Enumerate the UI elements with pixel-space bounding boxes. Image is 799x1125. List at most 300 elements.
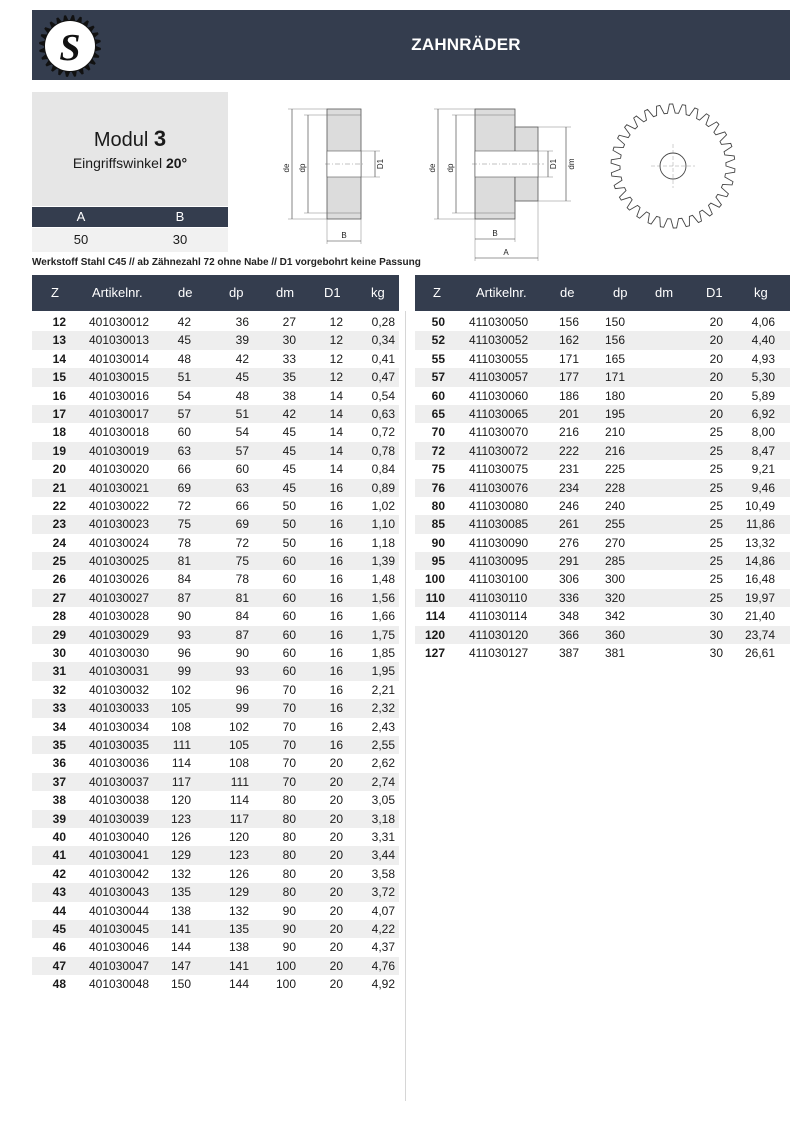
table-row — [32, 754, 399, 772]
table-row — [32, 736, 399, 754]
cell-dp: 180 — [605, 388, 626, 403]
cell-dm: 100 — [275, 977, 296, 992]
cell-d1: 20 — [329, 866, 343, 881]
table-row — [32, 810, 399, 828]
cell-dp: 342 — [605, 609, 626, 624]
cell-de: 147 — [170, 958, 191, 973]
cell-a: 401030024 — [89, 535, 150, 550]
cell-a: 401030015 — [89, 370, 150, 385]
cell-z: 46 — [52, 940, 66, 955]
modul-value: 3 — [153, 126, 167, 151]
cell-z: 55 — [431, 351, 445, 366]
dim-d1-label: D1 — [376, 158, 385, 170]
cell-z: 80 — [431, 498, 445, 513]
cell-kg: 5,30 — [751, 370, 775, 385]
cell-z: 25 — [52, 554, 66, 569]
cell-a: 401030038 — [89, 793, 150, 808]
cell-dp: 78 — [235, 572, 249, 587]
cell-dm: 45 — [282, 425, 296, 440]
cell-z: 42 — [52, 866, 66, 881]
cell-dp: 87 — [235, 627, 249, 642]
gear-front-view-icon — [607, 100, 739, 232]
table-row — [32, 957, 399, 975]
cell-a: 411030055 — [469, 351, 529, 366]
cell-d1: 25 — [709, 462, 723, 477]
cell-a: 401030046 — [89, 940, 150, 955]
cell-z: 31 — [52, 664, 66, 679]
cell-de: 129 — [170, 848, 191, 863]
cell-dm: 30 — [282, 333, 296, 348]
cell-de: 45 — [177, 333, 191, 348]
gear-side-view-with-hub — [420, 96, 580, 264]
cell-dm: 45 — [282, 443, 296, 458]
cell-a: 401030048 — [89, 977, 150, 992]
cell-de: 102 — [170, 682, 191, 697]
table-row — [32, 570, 399, 588]
modul-box — [32, 92, 228, 206]
table-row — [32, 828, 399, 846]
cell-d1: 12 — [329, 351, 343, 366]
cell-kg: 1,66 — [371, 609, 395, 624]
col-d1: D1 — [324, 285, 341, 300]
cell-dm: 60 — [282, 664, 296, 679]
cell-dp: 90 — [235, 646, 249, 661]
cell-d1: 16 — [329, 590, 343, 605]
cell-de: 276 — [558, 535, 579, 550]
cell-d1: 16 — [329, 498, 343, 513]
logo-letter: S — [59, 27, 81, 69]
cell-kg: 0,78 — [371, 443, 395, 458]
cell-z: 45 — [52, 921, 66, 936]
left-table-header — [32, 275, 399, 311]
col-z: Z — [433, 285, 441, 300]
cell-d1: 25 — [709, 425, 723, 440]
cell-dm: 27 — [282, 315, 296, 329]
cell-d1: 25 — [709, 443, 723, 458]
cell-kg: 26,61 — [744, 646, 775, 661]
cell-kg: 4,06 — [751, 315, 775, 329]
table-row — [32, 662, 399, 680]
dim-a-label: A — [503, 248, 509, 257]
cell-d1: 20 — [329, 774, 343, 789]
cell-d1: 20 — [709, 388, 723, 403]
cell-d1: 20 — [329, 921, 343, 936]
table-row — [32, 534, 399, 552]
cell-kg: 8,47 — [751, 443, 775, 458]
cell-d1: 16 — [329, 609, 343, 624]
gear-side-view-without-hub — [270, 96, 400, 261]
cell-kg: 21,40 — [744, 609, 775, 624]
cell-z: 110 — [425, 590, 445, 605]
cell-z: 95 — [431, 554, 445, 569]
cell-a: 411030100 — [469, 572, 529, 587]
cell-a: 401030017 — [89, 406, 150, 421]
cell-dp: 63 — [235, 480, 249, 495]
cell-d1: 14 — [329, 462, 343, 477]
table-row — [32, 883, 399, 901]
cell-de: 51 — [177, 370, 191, 385]
cell-dm: 60 — [282, 609, 296, 624]
angle-value: 20° — [165, 155, 188, 171]
cell-d1: 25 — [709, 480, 723, 495]
cell-a: 401030022 — [89, 498, 150, 513]
table-row — [32, 718, 399, 736]
cell-kg: 0,89 — [371, 480, 395, 495]
cell-dp: 111 — [230, 774, 249, 789]
cell-dm: 42 — [282, 406, 296, 421]
table-row — [415, 589, 790, 607]
table-row — [32, 791, 399, 809]
cell-d1: 16 — [329, 480, 343, 495]
cell-kg: 3,72 — [371, 885, 395, 900]
cell-dp: 72 — [235, 535, 249, 550]
cell-d1: 25 — [709, 535, 723, 550]
cell-de: 291 — [558, 554, 579, 569]
dim-b-label-2: B — [492, 229, 498, 238]
cell-dp: 108 — [228, 756, 249, 771]
cell-dp: 57 — [235, 443, 249, 458]
col-artikelnr: Artikelnr. — [92, 285, 143, 300]
table-row — [32, 331, 399, 349]
cell-d1: 20 — [329, 903, 343, 918]
cell-z: 13 — [52, 333, 66, 348]
cell-dp: 144 — [228, 977, 249, 992]
cell-dp: 39 — [235, 333, 249, 348]
cell-a: 401030031 — [89, 664, 150, 679]
cell-dm: 70 — [282, 756, 296, 771]
cell-dp: 51 — [235, 406, 249, 421]
cell-d1: 20 — [709, 333, 723, 348]
cell-z: 28 — [52, 609, 66, 624]
ab-header-b: B — [175, 209, 185, 224]
cell-kg: 5,89 — [751, 388, 775, 403]
cell-de: 141 — [170, 921, 191, 936]
cell-a: 401030033 — [89, 701, 150, 716]
cell-kg: 9,21 — [751, 462, 775, 477]
cell-a: 401030040 — [89, 829, 150, 844]
table-row — [415, 552, 790, 570]
cell-de: 66 — [177, 462, 191, 477]
cell-d1: 30 — [709, 609, 723, 624]
dim-dp-label-2: dp — [446, 163, 455, 173]
table-row — [32, 589, 399, 607]
cell-d1: 12 — [329, 370, 343, 385]
cell-a: 411030095 — [469, 554, 529, 569]
cell-dm: 35 — [282, 370, 296, 385]
table-row — [32, 975, 399, 993]
cell-kg: 4,37 — [371, 940, 395, 955]
cell-a: 401030016 — [89, 388, 150, 403]
cell-z: 34 — [52, 719, 66, 734]
cell-d1: 16 — [329, 535, 343, 550]
dim-dp-label: dp — [298, 163, 307, 173]
cell-dp: 216 — [605, 443, 626, 458]
table-row — [32, 405, 399, 423]
cell-d1: 25 — [709, 517, 723, 532]
cell-de: 90 — [177, 609, 191, 624]
cell-a: 411030120 — [469, 627, 529, 642]
cell-z: 33 — [52, 701, 66, 716]
cell-a: 411030065 — [469, 406, 529, 421]
cell-dm: 80 — [282, 829, 296, 844]
cell-a: 401030029 — [89, 627, 150, 642]
cell-z: 70 — [431, 425, 445, 440]
cell-kg: 8,00 — [751, 425, 775, 440]
ab-table-header — [32, 207, 228, 227]
cell-de: 114 — [171, 756, 191, 771]
table-row — [32, 497, 399, 515]
cell-kg: 0,63 — [371, 406, 395, 421]
cell-kg: 0,28 — [371, 315, 395, 329]
cell-a: 401030044 — [89, 903, 150, 918]
table-row — [415, 460, 790, 478]
cell-a: 401030042 — [89, 866, 150, 881]
cell-a: 401030034 — [89, 719, 150, 734]
cell-d1: 20 — [709, 370, 723, 385]
cell-dp: 54 — [235, 425, 249, 440]
cell-kg: 0,47 — [371, 370, 395, 385]
table-divider — [405, 311, 406, 1101]
cell-dm: 80 — [282, 811, 296, 826]
cell-kg: 1,18 — [371, 535, 395, 550]
cell-de: 54 — [177, 388, 191, 403]
cell-de: 336 — [558, 590, 579, 605]
cell-z: 18 — [52, 425, 66, 440]
cell-dp: 360 — [605, 627, 626, 642]
cell-de: 126 — [170, 829, 191, 844]
cell-kg: 1,39 — [371, 554, 395, 569]
cell-z: 50 — [431, 315, 445, 329]
cell-de: 234 — [558, 480, 579, 495]
cell-kg: 3,44 — [371, 848, 395, 863]
cell-a: 401030021 — [89, 480, 150, 495]
cell-kg: 6,92 — [751, 406, 775, 421]
cell-dm: 60 — [282, 627, 296, 642]
cell-de: 69 — [177, 480, 191, 495]
cell-kg: 1,95 — [371, 664, 395, 679]
cell-a: 401030043 — [89, 885, 150, 900]
ab-header-a: A — [76, 209, 86, 224]
cell-a: 401030018 — [89, 425, 150, 440]
cell-dm: 90 — [282, 903, 296, 918]
cell-dp: 102 — [228, 719, 249, 734]
cell-a: 411030090 — [469, 535, 529, 550]
cell-kg: 2,55 — [371, 737, 395, 752]
table-row — [32, 479, 399, 497]
table-row — [415, 515, 790, 533]
cell-z: 38 — [52, 793, 66, 808]
cell-dm: 50 — [282, 517, 296, 532]
cell-dm: 33 — [282, 351, 296, 366]
cell-d1: 14 — [329, 443, 343, 458]
cell-a: 401030019 — [89, 443, 150, 458]
cell-de: 246 — [558, 498, 579, 513]
cell-a: 401030023 — [89, 517, 150, 532]
table-row — [32, 387, 399, 405]
cell-de: 105 — [170, 701, 191, 716]
cell-dp: 36 — [235, 315, 249, 329]
cell-a: 401030035 — [89, 737, 150, 752]
cell-de: 132 — [170, 866, 191, 881]
cell-z: 44 — [52, 903, 66, 918]
cell-de: 216 — [558, 425, 579, 440]
cell-dp: 156 — [605, 333, 626, 348]
cell-a: 411030076 — [469, 480, 529, 495]
cell-z: 40 — [52, 829, 66, 844]
cell-a: 411030085 — [469, 517, 529, 532]
cell-de: 75 — [177, 517, 191, 532]
cell-z: 12 — [52, 315, 66, 329]
cell-a: 411030070 — [469, 425, 529, 440]
cell-de: 186 — [558, 388, 579, 403]
page-title: ZAHNRÄDER — [411, 35, 521, 54]
angle-label: Eingriffswinkel — [72, 155, 163, 171]
dim-de-label: de — [282, 163, 291, 173]
cell-d1: 16 — [329, 737, 343, 752]
cell-dp: 81 — [235, 590, 249, 605]
col-dp: dp — [229, 285, 244, 300]
cell-a: 411030052 — [469, 333, 529, 348]
cell-kg: 16,48 — [744, 572, 775, 587]
cell-de: 150 — [170, 977, 191, 992]
cell-a: 401030020 — [89, 462, 150, 477]
cell-dp: 195 — [605, 406, 626, 421]
cell-dp: 123 — [228, 848, 249, 863]
cell-de: 48 — [177, 351, 191, 366]
cell-dp: 117 — [229, 811, 249, 826]
cell-z: 52 — [431, 333, 445, 348]
cell-de: 123 — [170, 811, 191, 826]
cell-a: 411030057 — [469, 370, 529, 385]
cell-z: 32 — [52, 682, 66, 697]
page-header — [32, 10, 790, 80]
cell-z: 47 — [52, 958, 66, 973]
cell-a: 411030075 — [469, 462, 529, 477]
cell-z: 43 — [52, 885, 66, 900]
cell-z: 21 — [52, 480, 66, 495]
cell-de: 171 — [558, 351, 579, 366]
cell-kg: 3,31 — [371, 829, 395, 844]
cell-de: 120 — [170, 793, 191, 808]
cell-dm: 80 — [282, 793, 296, 808]
cell-d1: 16 — [329, 554, 343, 569]
cell-de: 135 — [170, 885, 191, 900]
table-row — [415, 626, 790, 644]
cell-dm: 70 — [282, 682, 296, 697]
cell-dp: 114 — [229, 793, 249, 808]
cell-d1: 16 — [329, 701, 343, 716]
cell-z: 48 — [52, 977, 66, 992]
cell-dm: 45 — [282, 462, 296, 477]
col-artikelnr: Artikelnr. — [476, 285, 527, 300]
table-row — [415, 405, 790, 423]
material-note: Werkstoff Stahl C45 // ab Zähnezahl 72 ohne Nabe // D1 vorgebohrt keine Passung — [32, 257, 421, 268]
cell-d1: 25 — [709, 590, 723, 605]
cell-de: 201 — [558, 406, 579, 421]
cell-a: 401030013 — [89, 333, 150, 348]
cell-dp: 300 — [605, 572, 626, 587]
cell-de: 42 — [177, 315, 191, 329]
col-dm: dm — [655, 285, 674, 300]
cell-de: 366 — [558, 627, 579, 642]
cell-de: 111 — [172, 737, 191, 752]
cell-dm: 90 — [282, 921, 296, 936]
cell-d1: 16 — [329, 646, 343, 661]
cell-dp: 165 — [605, 351, 626, 366]
cell-dp: 60 — [235, 462, 249, 477]
cell-dp: 105 — [228, 737, 249, 752]
cell-z: 15 — [52, 370, 66, 385]
table-row — [32, 902, 399, 920]
dim-b-label: B — [341, 231, 347, 240]
cell-a: 401030036 — [89, 756, 150, 771]
table-row — [32, 846, 399, 864]
modul-line — [32, 126, 228, 152]
cell-kg: 10,49 — [744, 498, 775, 513]
cell-d1: 25 — [709, 498, 723, 513]
cell-de: 78 — [177, 535, 191, 550]
cell-z: 85 — [431, 517, 445, 532]
cell-de: 87 — [177, 590, 191, 605]
cell-kg: 1,85 — [371, 646, 395, 661]
table-row — [32, 423, 399, 441]
cell-a: 401030028 — [89, 609, 150, 624]
cell-a: 401030041 — [89, 848, 150, 863]
table-row — [415, 607, 790, 625]
cell-a: 401030032 — [89, 682, 150, 697]
cell-dp: 99 — [235, 701, 249, 716]
left-gear-table — [32, 313, 399, 993]
cell-z: 30 — [52, 646, 66, 661]
cell-a: 401030025 — [89, 554, 150, 569]
cell-d1: 30 — [709, 627, 723, 642]
cell-z: 36 — [52, 756, 66, 771]
table-row — [32, 865, 399, 883]
cell-dm: 38 — [282, 388, 296, 403]
cell-d1: 20 — [329, 885, 343, 900]
cell-d1: 16 — [329, 572, 343, 587]
cell-d1: 20 — [329, 940, 343, 955]
col-de: de — [560, 285, 575, 300]
cell-a: 411030127 — [469, 646, 529, 661]
cell-de: 57 — [177, 406, 191, 421]
cell-de: 261 — [558, 517, 579, 532]
col-d1: D1 — [706, 285, 723, 300]
cell-dm: 80 — [282, 848, 296, 863]
dim-dm-label: dm — [567, 158, 576, 170]
cell-a: 411030060 — [469, 388, 529, 403]
cell-d1: 12 — [329, 333, 343, 348]
cell-dp: 45 — [235, 370, 249, 385]
cell-kg: 1,75 — [371, 627, 395, 642]
cell-d1: 20 — [329, 756, 343, 771]
cell-dp: 171 — [605, 370, 626, 385]
cell-kg: 0,54 — [371, 388, 395, 403]
cell-a: 401030045 — [89, 921, 150, 936]
cell-dp: 132 — [228, 903, 249, 918]
cell-kg: 2,62 — [371, 756, 395, 771]
cell-de: 156 — [558, 315, 579, 329]
cell-de: 387 — [558, 646, 579, 661]
cell-d1: 25 — [709, 554, 723, 569]
cell-dp: 285 — [605, 554, 626, 569]
cell-d1: 16 — [329, 627, 343, 642]
cell-dp: 120 — [228, 829, 249, 844]
cell-z: 23 — [52, 517, 66, 532]
table-row — [415, 423, 790, 441]
table-row — [32, 626, 399, 644]
cell-kg: 9,46 — [751, 480, 775, 495]
